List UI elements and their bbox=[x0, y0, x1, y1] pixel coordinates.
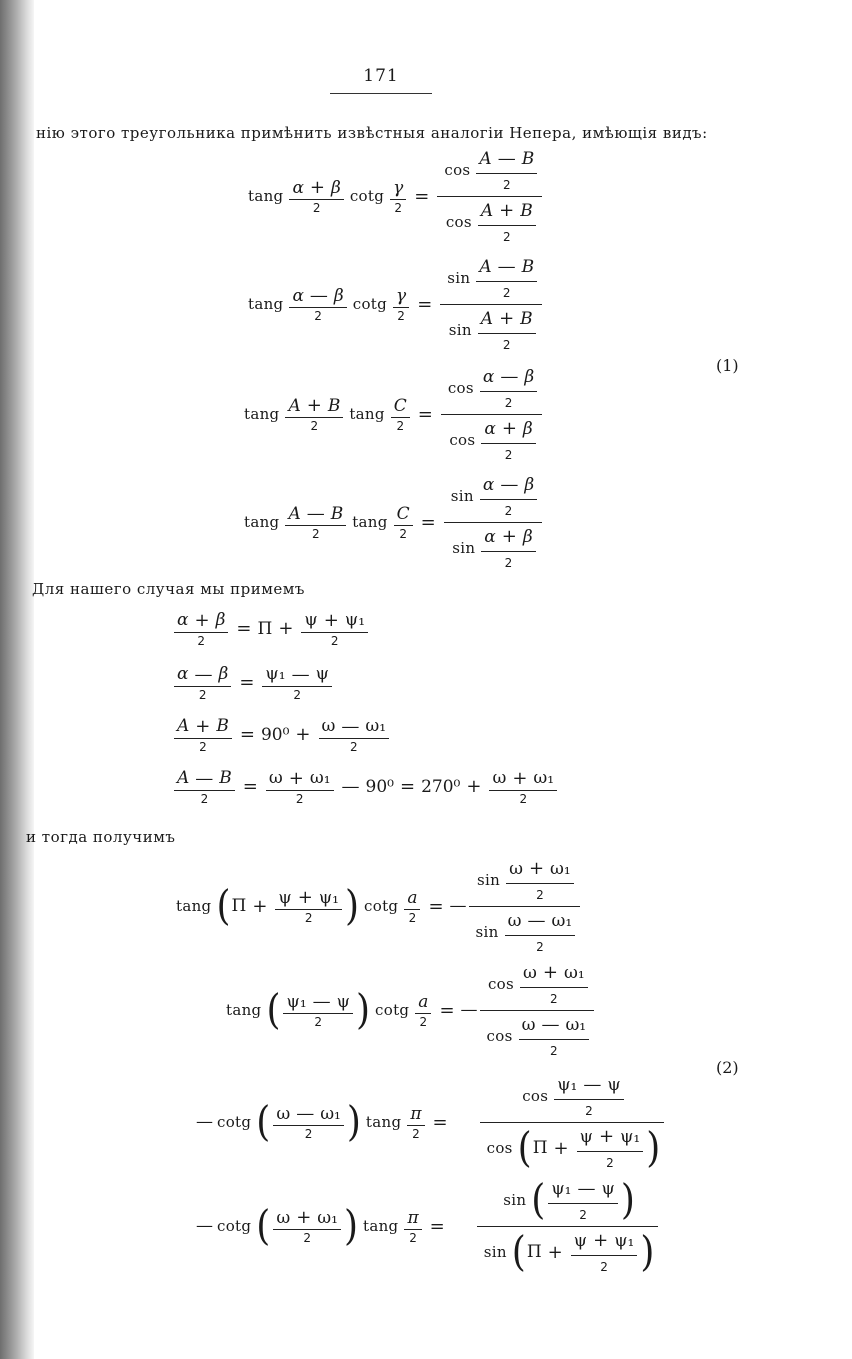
equation-result-1: tang ( Π + ψ + ψ₁ 2 ) cotg $\frac{a}{2}$ = — sin ω + ω₁ 2 sin ω — ω₁ 2 bbox=[172, 860, 582, 953]
equation-napier-2: tang α — β 2 cotg $\frac{\gamma}{2}$ = sin A — B 2 sin A + B 2 bbox=[244, 258, 544, 351]
equation-label-1: (1) bbox=[716, 356, 739, 375]
equation-label-2: (2) bbox=[716, 1058, 739, 1077]
page-gutter-shadow bbox=[0, 0, 34, 1359]
substitution-4: A — B 2 = ω + ω₁ 2 — 90⁰ = 270⁰ + ω + ω₁ 2 bbox=[172, 768, 559, 805]
page-number-rule bbox=[330, 93, 432, 94]
equation-result-3: — cotg ( ω — ω₁ 2 ) tang $\frac{\pi}{2}$ = cos ψ₁ — ψ 2 cos ( Π + ψ + ψ₁ 2 ) bbox=[196, 1076, 666, 1169]
equation-napier-3: tang A + B 2 tang $\frac{C}{2}$ = cos α — β 2 cos α + β 2 bbox=[240, 368, 544, 461]
substitution-1: α + β 2 = Π + ψ + ψ₁ 2 bbox=[172, 610, 370, 647]
substitution-3: A + B 2 = 90⁰ + ω — ω₁ 2 bbox=[172, 716, 391, 753]
equation-napier-4: tang A — B 2 tang $\frac{C}{2}$ = sin α — β 2 sin α + β 2 bbox=[240, 476, 544, 569]
equation-result-2: tang ( ψ₁ — ψ 2 ) cotg $\frac{a}{2}$ = — cos ω + ω₁ 2 cos ω — ω₁ 2 bbox=[222, 964, 596, 1057]
intro-text: нiю этого треугольника примѣнить извѣстныя аналогiи Непера, имѣющiя видъ: bbox=[36, 124, 708, 142]
substitution-2: α — β 2 = ψ₁ — ψ 2 bbox=[172, 664, 334, 701]
then-text: и тогда получимъ bbox=[26, 828, 176, 846]
equation-result-4: — cotg ( ω + ω₁ 2 ) tang $\frac{\pi}{2}$ = sin ( ψ₁ — ψ 2 ) sin ( Π + ψ + ψ₁ 2 ) bbox=[196, 1180, 660, 1273]
equation-napier-1: tang α + β 2 cotg $\frac{\gamma}{2}$ = cos A — B 2 cos A + B 2 bbox=[244, 150, 544, 243]
page-number: 171 bbox=[363, 66, 399, 86]
case-text: Для нашего случая мы примемъ bbox=[32, 580, 305, 598]
